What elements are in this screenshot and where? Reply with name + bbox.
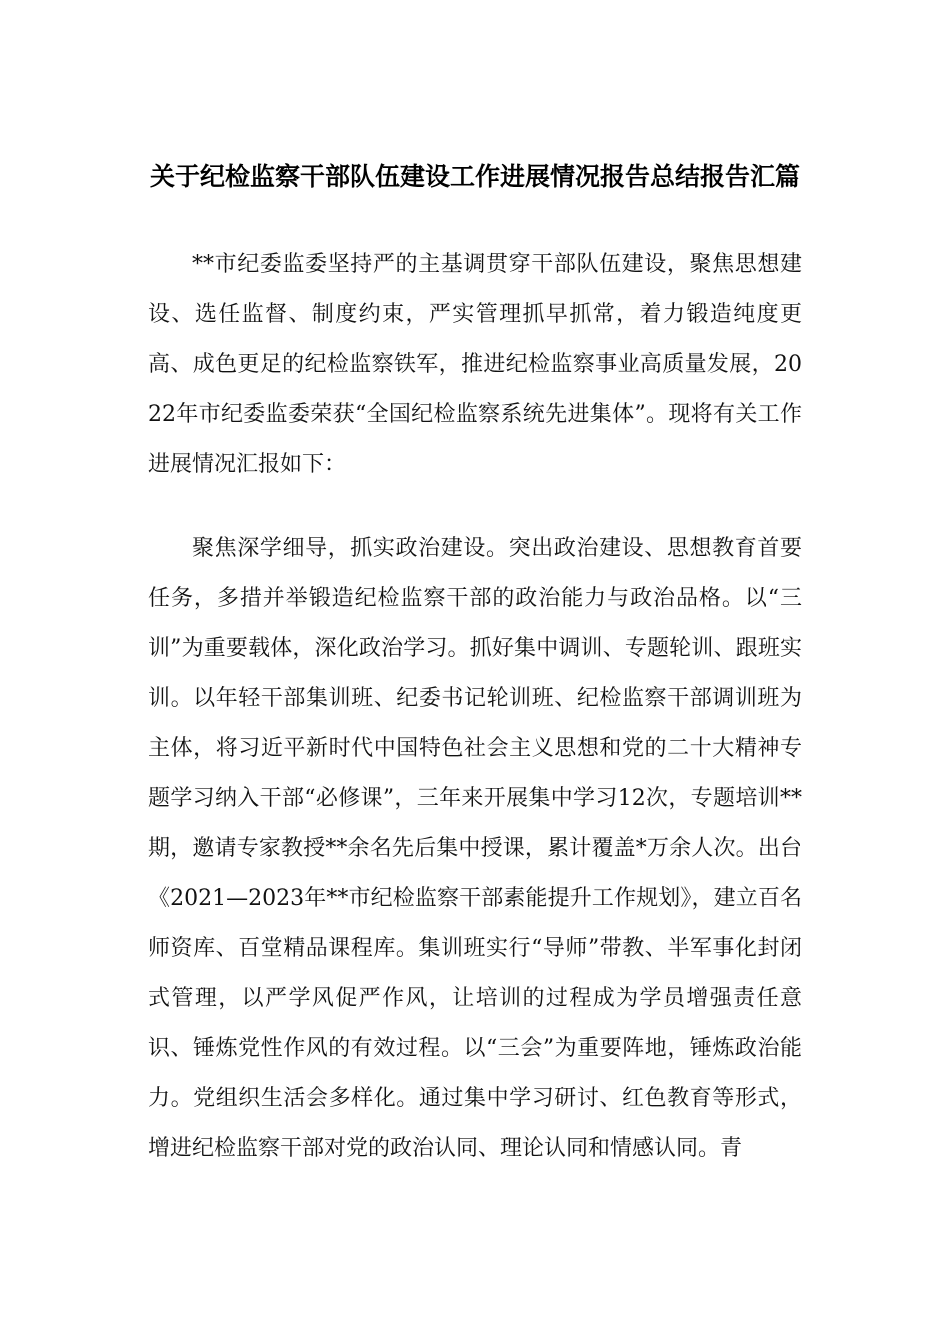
body-paragraph-political-building: 聚焦深学细导，抓实政治建设。突出政治建设、思想教育首要任务，多措并举锻造纪检监察干部的政治能力与政治品格。以“三训”为重要载体，深化政治学习。抓好集中调训、专题轮训、跟班实训。以年轻干部集训班、纪委书记轮训班、纪检监察干部调训班为主体，将习近平新时代中国特色社会主义思想和党的二十大精神专题学习纳入干部“必修课”，三年来开展集中学习12次，专题培训**期，邀请专家教授**余名先后集中授课，累计覆盖*万余人次。出台《2021—2023年**市纪检监察干部素能提升工作规划》，建立百名师资库、百堂精品课程库。集训班实行“导师”带教、半军事化封闭式管理，以严学风促严作风，让培训的过程成为学员增强责任意识、锤炼党性作风的有效过程。以“三会”为重要阵地，锤炼政治能力。党组织生活会多样化。通过集中学习研讨、红色教育等形式，增进纪检监察干部对党的政治认同、理论认同和情感认同。青 — [148, 536, 802, 1161]
body-paragraph-intro: **市纪委监委坚持严的主基调贯穿干部队伍建设，聚焦思想建设、选任监督、制度约束，严实管理抓早抓常，着力锻造纯度更高、成色更足的纪检监察铁军，推进纪检监察事业高质量发展，2022年市纪委监委荣获“全国纪检监察系统先进集体”。现将有关工作进展情况汇报如下： — [148, 252, 802, 477]
document-title: 关于纪检监察干部队伍建设工作进展情况报告总结报告汇篇 — [149, 162, 800, 191]
